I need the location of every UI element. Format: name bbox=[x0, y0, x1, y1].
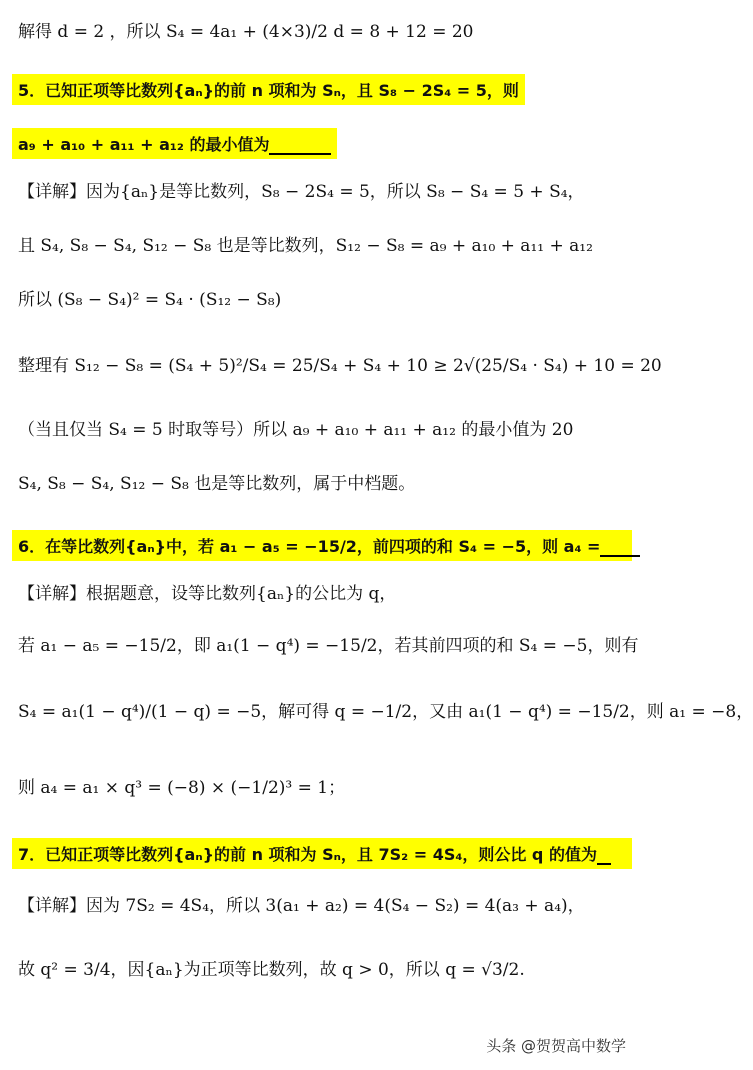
solution-6-line-2: 若 a₁ − a₅ = −15/2，即 a₁(1 − q⁴) = −15/2，若其前四项的和 S₄ = −5，则有 bbox=[18, 636, 639, 656]
solution-6-line-1: 【详解】根据题意，设等比数列{aₙ}的公比为 q， bbox=[18, 584, 397, 604]
watermark: 头条 @贺贺高中数学 bbox=[486, 1037, 626, 1055]
solution-5-line-3: 所以 (S₈ − S₄)² = S₄ · (S₁₂ − S₈) bbox=[18, 290, 282, 310]
question-6: 6．在等比数列{aₙ}中，若 a₁ − a₅ = −15/2，前四项的和 S₄ = −5，则 a₄ = bbox=[12, 530, 632, 561]
solution-6-line-4: 则 a₄ = a₁ × q³ = (−8) × (−1/2)³ = 1； bbox=[18, 778, 346, 798]
solution-6-line-3: S₄ = a₁(1 − q⁴)/(1 − q) = −5，解可得 q = −1/2，又由 a₁(1 − q⁴) = −15/2，则 a₁ = −8， bbox=[18, 702, 753, 722]
solution-5-line-2: 且 S₄, S₈ − S₄, S₁₂ − S₈ 也是等比数列，S₁₂ − S₈ = a₉ + a₁₀ + a₁₁ + a₁₂ bbox=[18, 236, 593, 256]
question-7: 7．已知正项等比数列{aₙ}的前 n 项和为 Sₙ，且 7S₂ = 4S₄，则公比 q 的值为 bbox=[12, 838, 632, 869]
question-5-line-2: a₉ + a₁₀ + a₁₁ + a₁₂ 的最小值为 bbox=[12, 128, 337, 159]
solution-5-line-4: 整理有 S₁₂ − S₈ = (S₄ + 5)²/S₄ = 25/S₄ + S₄ + 10 ≥ 2√(25/S₄ · S₄) + 10 = 20 bbox=[18, 356, 662, 376]
question-5-line-1: 5．已知正项等比数列{aₙ}的前 n 项和为 Sₙ，且 S₈ − 2S₄ = 5，则 bbox=[12, 74, 525, 105]
solution-5-line-6: S₄, S₈ − S₄, S₁₂ − S₈ 也是等比数列，属于中档题。 bbox=[18, 474, 416, 494]
solution-5-line-5: （当且仅当 S₄ = 5 时取等号）所以 a₉ + a₁₀ + a₁₁ + a₁₂ 的最小值为 20 bbox=[18, 420, 574, 440]
solution-7-line-2: 故 q² = 3/4，因{aₙ}为正项等比数列，故 q > 0，所以 q = √3/2. bbox=[18, 960, 525, 980]
answer-blank bbox=[597, 847, 611, 865]
solution-5-line-1: 【详解】因为{aₙ}是等比数列，S₈ − 2S₄ = 5，所以 S₈ − S₄ = 5 + S₄， bbox=[18, 182, 585, 202]
solution-7-line-1: 【详解】因为 7S₂ = 4S₄，所以 3(a₁ + a₂) = 4(S₄ − S₂) = 4(a₃ + a₄)， bbox=[18, 896, 585, 916]
solution-line-d-value: 解得 d = 2 ，所以 S₄ = 4a₁ + (4×3)/2 d = 8 + 12 = 20 bbox=[18, 22, 474, 42]
answer-blank bbox=[600, 539, 640, 557]
answer-blank bbox=[269, 137, 331, 155]
